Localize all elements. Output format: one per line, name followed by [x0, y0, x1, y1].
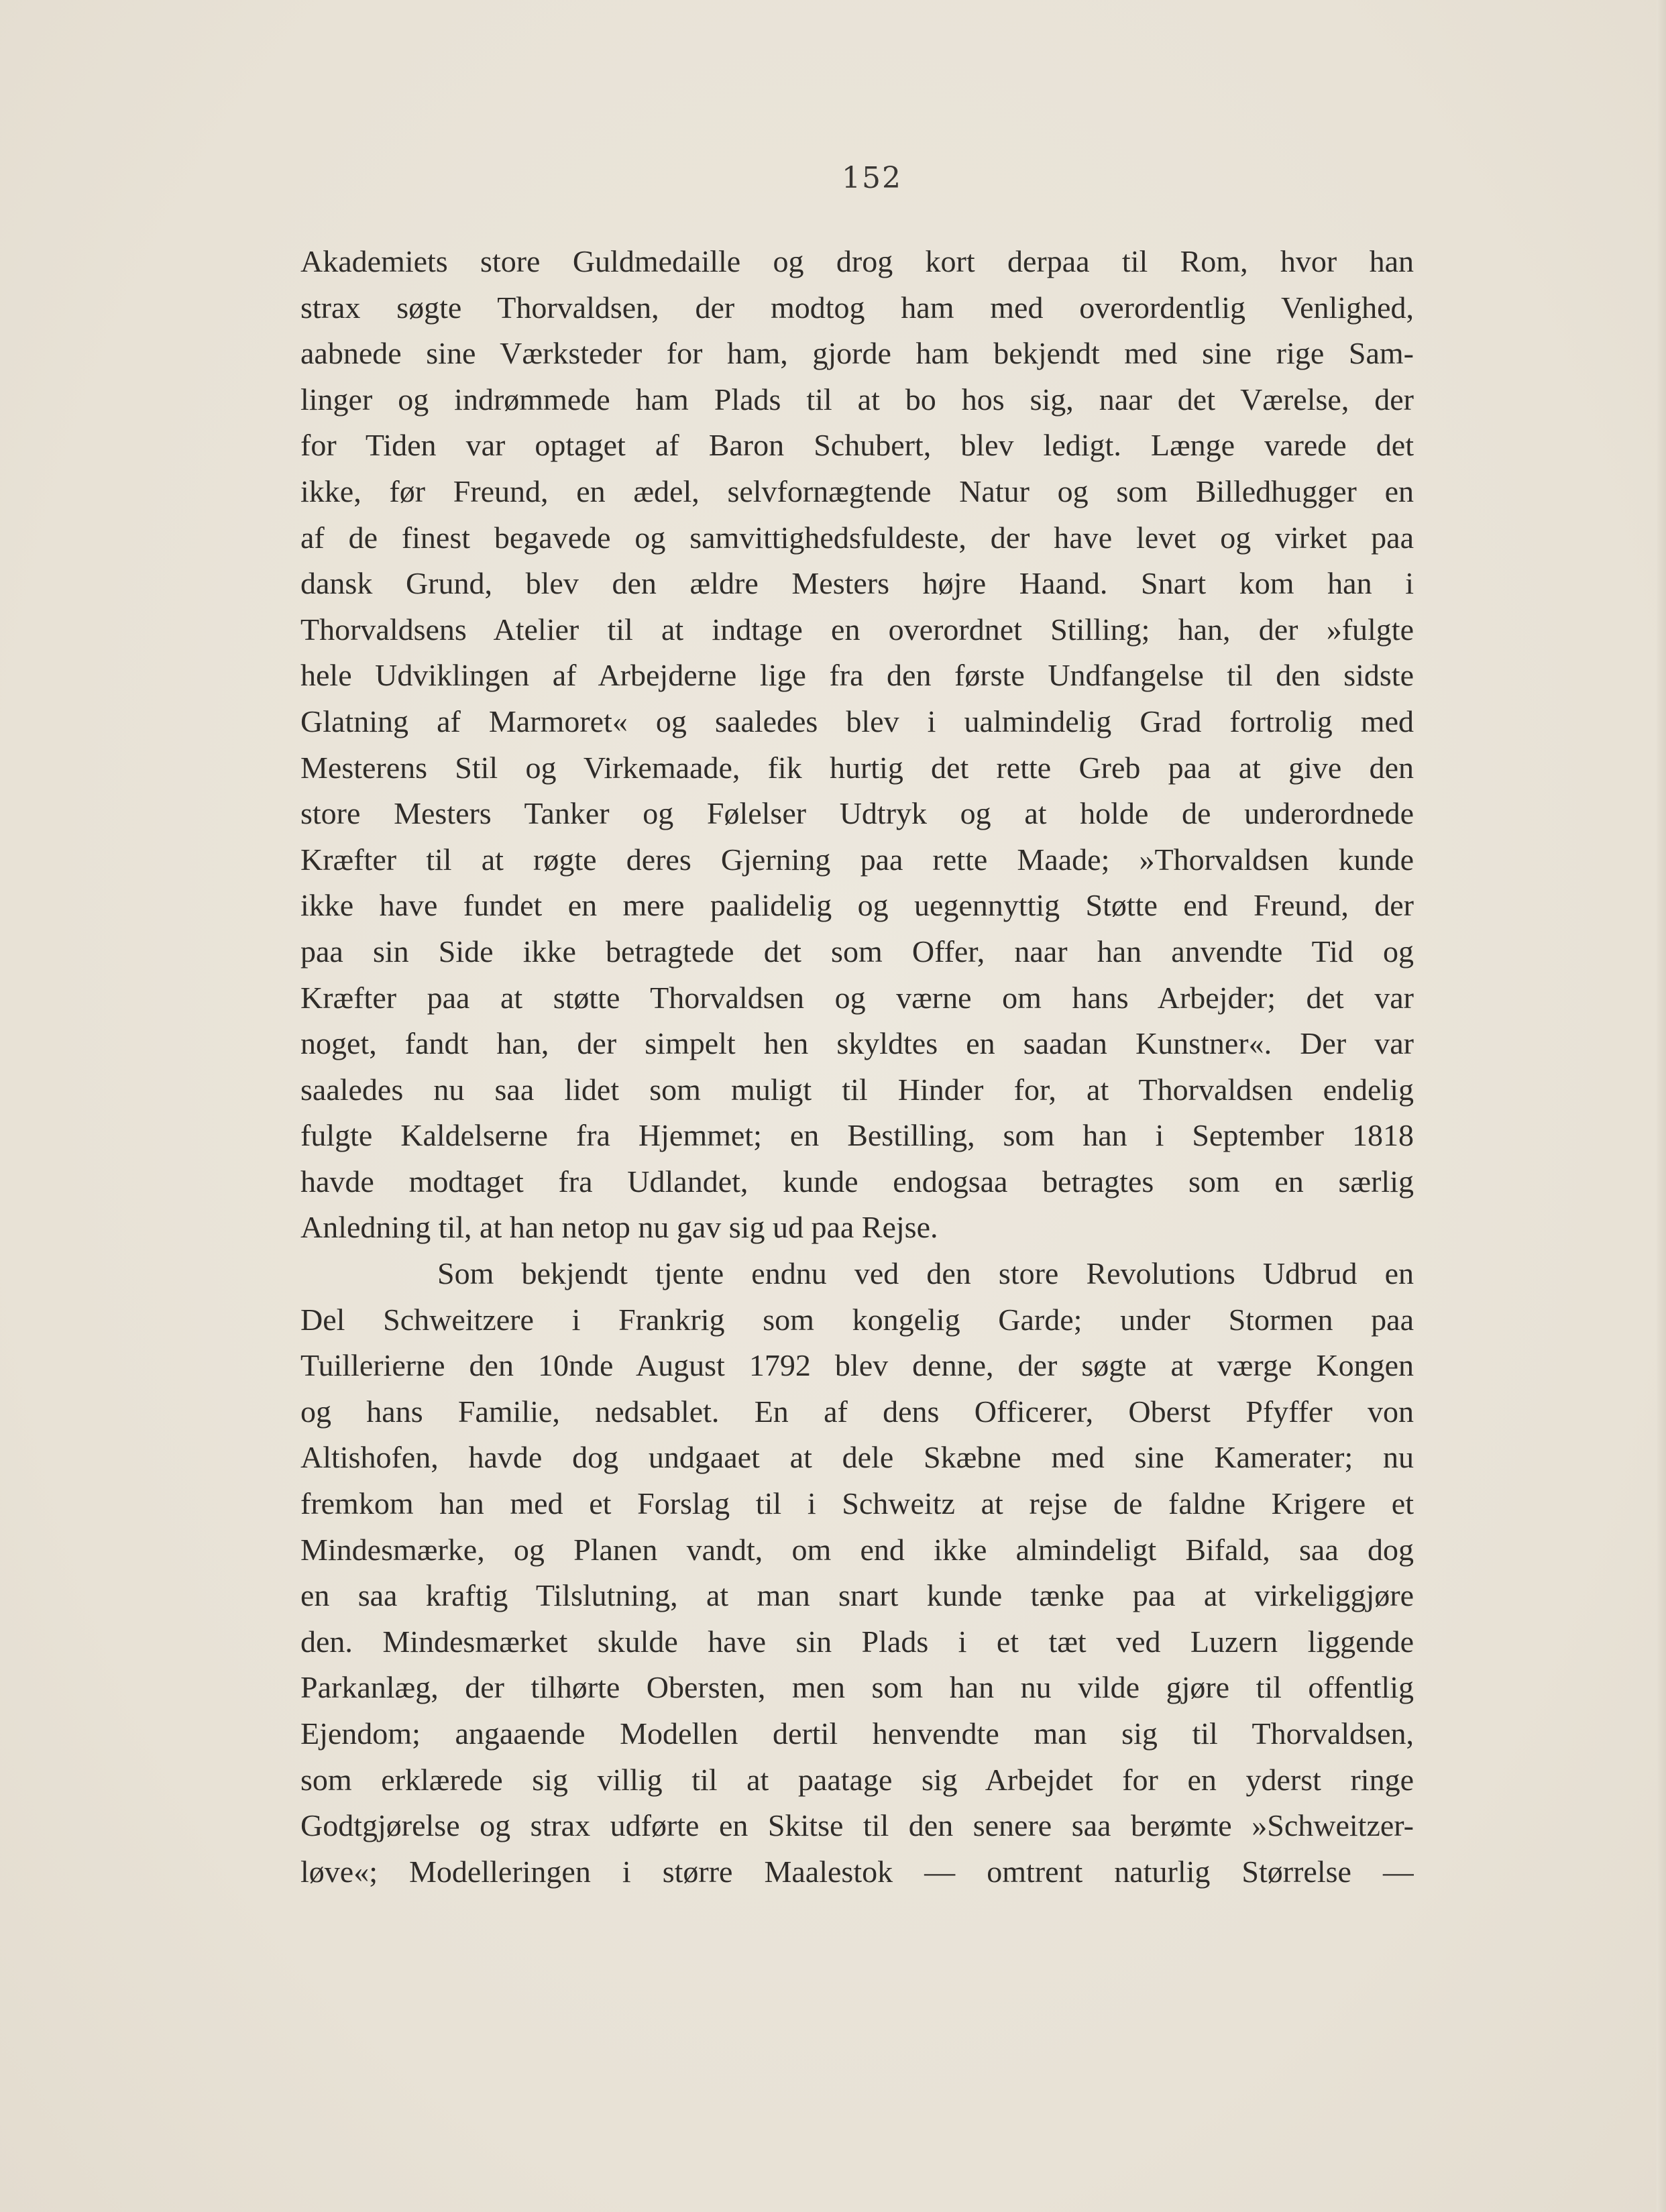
text-line: Akademiets store Guldmedaille og drog kort derpaa til Rom, hvor han [300, 244, 1414, 278]
text-line: noget, fandt han, der simpelt hen skyldtes en saadan Kunstner«. Der var [300, 1026, 1414, 1061]
text-line: Del Schweitzere i Frankrig som kongelig Garde; under Stormen paa [300, 1302, 1414, 1337]
text-line: løve«; Modelleringen i større Maalestok — omtrent naturlig Størrelse — [300, 1854, 1414, 1889]
paragraph-1 [300, 239, 1414, 1251]
text-line: Som bekjendt tjente endnu ved den store Revolutions Udbrud en [437, 1256, 1414, 1291]
text-line: Tuillerierne den 10nde August 1792 blev denne, der søgte at værge Kongen [300, 1348, 1414, 1383]
text-line: og hans Familie, nedsablet. En af dens Officerer, Oberst Pfyffer von [300, 1394, 1414, 1429]
text-line: ikke have fundet en mere paalidelig og uegennyttig Støtte end Freund, der [300, 888, 1414, 923]
text-line: Kræfter paa at støtte Thorvaldsen og værne om hans Arbejder; det var [300, 980, 1414, 1015]
text-line: Glatning af Marmoret« og saaledes blev i ualmindelig Grad fortrolig med [300, 704, 1414, 738]
text-line: Anledning til, at han netop nu gav sig ud paa Rejse. [300, 1210, 938, 1245]
text-line: som erklærede sig villig til at paatage sig Arbejdet for en yderst ringe [300, 1762, 1414, 1797]
page-number: 152 [842, 161, 902, 195]
text-line: fulgte Kaldelserne fra Hjemmet; en Bestilling, som han i September 1818 [300, 1118, 1414, 1153]
text-line: Kræfter til at røgte deres Gjerning paa rette Maade; »Thorvaldsen kunde [300, 842, 1414, 877]
text-line: dansk Grund, blev den ældre Mesters højre Haand. Snart kom han i [300, 566, 1414, 601]
text-line: store Mesters Tanker og Følelser Udtryk og at holde de underordnede [300, 796, 1414, 831]
text-line: Thorvaldsens Atelier til at indtage en overordnet Stilling; han, der »fulgte [300, 612, 1414, 647]
text-line: aabnede sine Værksteder for ham, gjorde ham bekjendt med sine rige Sam- [300, 336, 1414, 371]
body-text [300, 239, 1414, 1895]
text-line: saaledes nu saa lidet som muligt til Hinder for, at Thorvaldsen endelig [300, 1072, 1414, 1107]
text-line: for Tiden var optaget af Baron Schubert, blev ledigt. Længe varede det [300, 428, 1414, 463]
text-line: Ejendom; angaaende Modellen dertil henvendte man sig til Thorvaldsen, [300, 1716, 1414, 1751]
paragraph-2 [300, 1251, 1414, 1895]
text-line: paa sin Side ikke betragtede det som Offer, naar han anvendte Tid og [300, 934, 1414, 969]
page-edge [1657, 0, 1666, 2212]
text-line: fremkom han med et Forslag til i Schweitz at rejse de faldne Krigere et [300, 1486, 1414, 1521]
text-line: linger og indrømmede ham Plads til at bo hos sig, naar det Værelse, der [300, 382, 1414, 417]
text-line: en saa kraftig Tilslutning, at man snart kunde tænke paa at virkeliggjøre [300, 1578, 1414, 1613]
text-line: Parkanlæg, der tilhørte Obersten, men som han nu vilde gjøre til offentlig [300, 1670, 1414, 1705]
text-line: den. Mindesmærket skulde have sin Plads i et tæt ved Luzern liggende [300, 1624, 1414, 1659]
text-line: Mesterens Stil og Virkemaade, fik hurtig det rette Greb paa at give den [300, 750, 1414, 785]
text-line: Godtgjørelse og strax udførte en Skitse til den senere saa berømte »Schweitzer- [300, 1808, 1414, 1843]
text-line: hele Udviklingen af Arbejderne lige fra den første Undfangelse til den sidste [300, 658, 1414, 693]
text-line: af de finest begavede og samvittighedsfuldeste, der have levet og virket paa [300, 520, 1414, 555]
text-line: ikke, før Freund, en ædel, selvfornægtende Natur og som Billedhugger en [300, 474, 1414, 508]
text-line: havde modtaget fra Udlandet, kunde endogsaa betragtes som en særlig [300, 1164, 1414, 1199]
text-line: strax søgte Thorvaldsen, der modtog ham med overordentlig Venlighed, [300, 290, 1414, 325]
text-line: Altishofen, havde dog undgaaet at dele Skæbne med sine Kamerater; nu [300, 1440, 1414, 1475]
text-line: Mindesmærke, og Planen vandt, om end ikke almindeligt Bifald, saa dog [300, 1532, 1414, 1567]
